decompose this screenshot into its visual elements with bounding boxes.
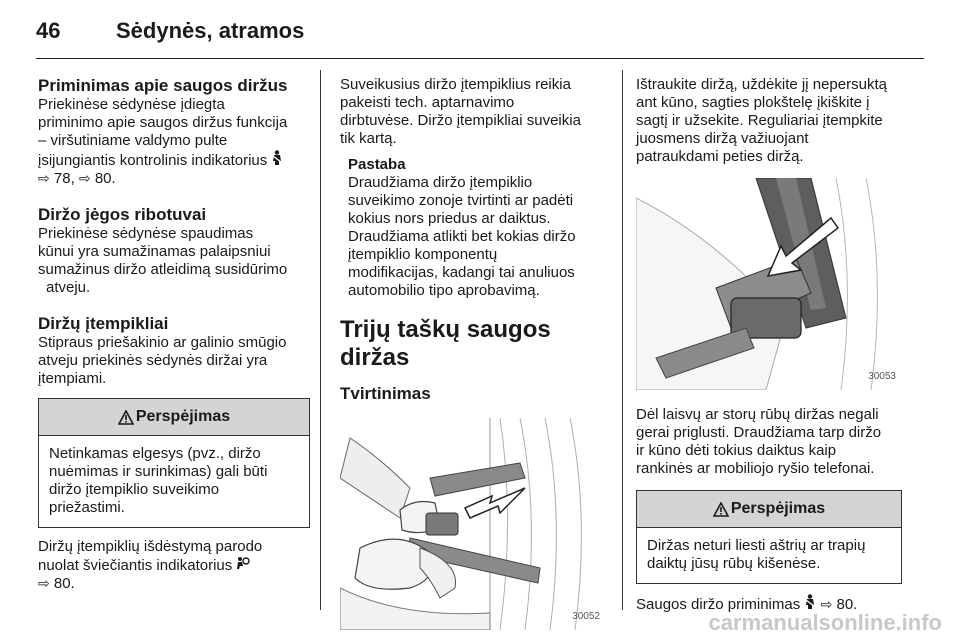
page-reference[interactable]: 80. (94, 170, 116, 187)
figure-number: 30052 (572, 611, 600, 622)
text-line: daiktų jūsų rūbų kišenėse. (647, 555, 821, 572)
warning-header (39, 399, 309, 436)
page-header (36, 14, 924, 60)
seatbelt-icon (271, 153, 283, 169)
belt-tightening-illustration (636, 178, 902, 390)
warning-triangle-icon (118, 410, 134, 425)
chapter-title: Sėdynės, atramos (116, 18, 305, 43)
text-line: juosmens diržą važiuojant (636, 130, 809, 147)
column-divider-2 (622, 70, 623, 610)
page-reference[interactable]: 80. (53, 575, 75, 592)
section-title-force-limiters: Diržo jėgos ribotuvai (38, 205, 207, 224)
text-line: Stipraus priešakinio ar galinio smūgio (38, 334, 287, 351)
column-divider-1 (320, 70, 321, 610)
text-line: atveju. (46, 279, 91, 296)
warning-title: Perspėjimas (730, 500, 826, 517)
text-line: Diržas neturi liesti aštrių ar trapių (647, 537, 866, 554)
text-line: dirbtuvėse. Diržo įtempikliai suveikia (340, 112, 581, 129)
text-line: priminimo apie saugos diržus funkcija (38, 114, 288, 131)
text-line: Priekinėse sėdynėse įdiegta (38, 96, 225, 113)
page-reference[interactable]: 80. (836, 596, 858, 613)
text-span: nuolat šviečiantis indikatorius (38, 557, 233, 574)
note-block (340, 156, 612, 300)
header-divider (36, 58, 924, 59)
text-line: ant kūno, sagties plokštelę įkiškite į (636, 94, 870, 111)
text-line: modifikacijas, kadangi tai anuliuos (348, 264, 575, 281)
text-line: Draudžiama atlikti bet kokias diržo (348, 228, 576, 245)
text-span: įsijungiantis kontrolinis indikatorius (38, 152, 268, 169)
text-line: sagtį ir užsekite. Reguliariai įtempkite (636, 112, 883, 129)
column-3 (636, 76, 926, 614)
text-line: pakeisti tech. aptarnavimo (340, 94, 515, 111)
text-line: gerai priglusti. Draudžiama tarp diržo (636, 424, 882, 441)
text-line: įtempiklio komponentų (348, 246, 498, 263)
reference-arrow-icon: ⇨ (820, 597, 833, 613)
belt-fastening-illustration (340, 418, 606, 630)
warning-body (637, 528, 901, 583)
text-line: patraukdami peties diržą. (636, 148, 804, 165)
text-line: Diržų įtempiklių išdėstymą parodo (38, 538, 263, 555)
reference-line (38, 170, 310, 188)
section-heading-three-point-belt: Trijų taškų saugos diržas (340, 316, 551, 371)
warning-body (39, 436, 309, 527)
text-line: diržo įtempiklio suveikimo (49, 481, 220, 498)
text-line: Suveikusius diržo įtempiklius reikia (340, 76, 571, 93)
subsection-heading-fastening: Tvirtinimas (340, 384, 431, 403)
text-line: automobilio tipo aprobavimą. (348, 282, 540, 299)
text-line: kokius nors priedus ar daiktus. (348, 210, 551, 227)
text-line: Netinkamas elgesys (pvz., diržo (49, 445, 261, 462)
text-line: Dėl laisvų ar storų rūbų diržas negali (636, 406, 879, 423)
figure-belt-fastening (340, 418, 606, 630)
text-span: Saugos diržo priminimas (636, 596, 801, 613)
text-line (38, 556, 310, 575)
text-line: – viršutiniame valdymo pulte (38, 132, 228, 149)
warning-triangle-icon (713, 502, 729, 517)
reference-line (38, 575, 310, 593)
text-line (38, 150, 310, 170)
text-line: rankinės ar mobiliojo ryšio telefonai. (636, 460, 875, 477)
page-number: 46 (36, 18, 61, 43)
warning-box (636, 490, 902, 584)
text-line: kūnui yra sumažinamas palaipsniui (38, 243, 271, 260)
text-line: Draudžiama diržo įtempiklio (348, 174, 533, 191)
airbag-indicator-icon (236, 557, 250, 574)
text-line: priežastimi. (49, 499, 125, 516)
section-title-seatbelt-reminder: Priminimas apie saugos diržus (38, 76, 288, 95)
reference-arrow-icon: ⇨ (78, 171, 91, 187)
note-title: Pastaba (348, 156, 406, 173)
figure-number: 30053 (868, 371, 896, 382)
watermark: carmanualsonline.info (708, 610, 942, 635)
text-line: įtempiami. (38, 370, 107, 387)
reference-arrow-icon: ⇨ (38, 171, 50, 187)
text-line: tik kartą. (340, 130, 397, 147)
figure-belt-tightening (636, 178, 902, 390)
text-line: ir kūno dėti tokius daiktus kaip (636, 442, 837, 459)
warning-header (637, 491, 901, 528)
text-line: suveikimo zonoje tvirtinti ar padėti (348, 192, 574, 209)
warning-title: Perspėjimas (135, 408, 231, 425)
text-line: sumažinus diržo atleidimą susidūrimo (38, 261, 288, 278)
text-line: Ištraukite diržą, uždėkite jį nepersuktą (636, 76, 887, 93)
column-1 (38, 76, 310, 593)
section-title-pretensioners: Diržų įtempikliai (38, 314, 169, 333)
page-reference[interactable]: 78, (53, 170, 75, 187)
text-line: Priekinėse sėdynėse spaudimas (38, 225, 254, 242)
column-2 (340, 76, 612, 630)
warning-box (38, 398, 310, 528)
text-line: atveju priekinės sėdynės diržai yra (38, 352, 268, 369)
reference-arrow-icon: ⇨ (38, 576, 50, 592)
text-line: nuėmimas ir surinkimas) gali būti (49, 463, 268, 480)
